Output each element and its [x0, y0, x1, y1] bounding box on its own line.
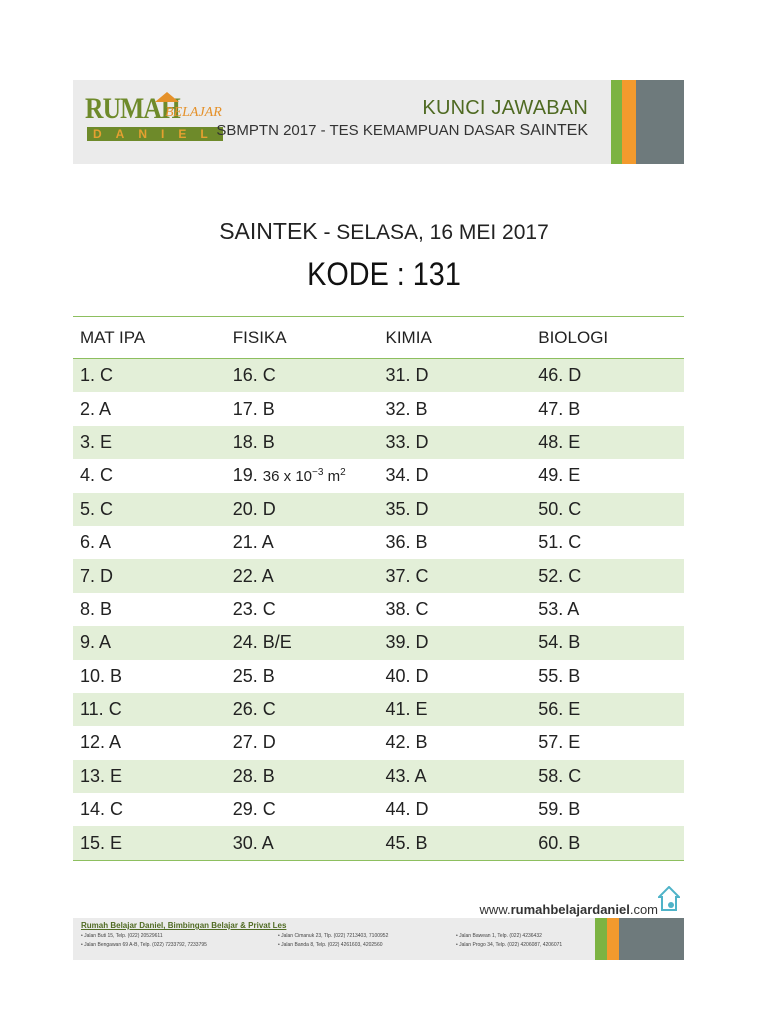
answer-cell: 46. D [538, 365, 582, 386]
footer-address-3: • Jalan Cimanuk 23, Tlp. (022) 7213403, 7100952 [278, 933, 389, 939]
exam-subject: SAINTEK [219, 218, 318, 244]
answer-cell: 32. B [385, 398, 428, 419]
footer-address-4: • Jalan Banda 8, Telp. (022) 4261603, 4202560 [278, 942, 383, 948]
answer-cell: 43. A [385, 765, 427, 786]
answer-cell: 23. C [232, 598, 276, 619]
special-answer-unit-exponent: 2 [340, 467, 346, 479]
answer-cell: 7. D [80, 565, 114, 586]
answer-cell: 58. C [538, 765, 582, 786]
header-banner [73, 80, 684, 164]
answer-cell: 41. E [385, 699, 428, 720]
answer-cell: 6. A [80, 532, 112, 553]
footer-stripe-green [595, 918, 607, 960]
answer-cell: 22. A [232, 565, 274, 586]
table-row [73, 826, 684, 859]
answer-cell: 24. B/E [232, 632, 292, 653]
banner-stripe-green [611, 80, 622, 164]
logo-belajar-text: BELAJAR [165, 105, 222, 120]
answer-cell: 1. C [80, 365, 114, 386]
answer-cell: 10. B [80, 665, 123, 686]
table-row [73, 693, 684, 726]
table-header [73, 317, 684, 359]
table-row [73, 526, 684, 559]
footer-address-6: • Jalan Progo 34, Telp. (022) 4206087, 4206071 [456, 942, 563, 948]
footer-stripe-orange [607, 918, 619, 960]
answer-cell: 51. C [538, 532, 582, 553]
answer-cell: 55. B [538, 665, 581, 686]
exam-heading [0, 218, 768, 245]
answer-cell: 20. D [232, 498, 276, 519]
banner-title: KUNCI JAWABAN [422, 97, 588, 119]
footer-address-5: • Jalan Bawean 1, Telp. (022) 4236432 [456, 933, 542, 939]
banner-subtitle-bold: SAINTEK [519, 122, 588, 139]
table-row [73, 392, 684, 425]
banner-subtitle [216, 122, 588, 140]
answer-cell: 30. A [232, 832, 274, 853]
table-body [73, 359, 684, 860]
table-row [73, 626, 684, 659]
answer-cell: 59. B [538, 799, 581, 820]
logo-rumah-text: RUMAH [85, 92, 180, 125]
column-header: BIOLOGI [538, 327, 609, 347]
table-row [73, 726, 684, 759]
column-header: MAT IPA [80, 327, 146, 347]
special-answer-exponent: −3 [312, 467, 324, 479]
table-row [73, 660, 684, 693]
answer-cell: 38. C [385, 598, 429, 619]
special-answer-base: 36 x 10 [262, 468, 313, 486]
answer-cell [226, 465, 379, 486]
banner-stripe-orange [622, 80, 636, 164]
banner-subtitle-text: SBMPTN 2017 - TES KEMAMPUAN DASAR [216, 122, 516, 139]
website-name: rumahbelajardaniel [510, 902, 630, 917]
logo-daniel-text: DANIEL [87, 127, 223, 141]
special-answer-unit: m [323, 468, 341, 486]
column-header: FISIKA [232, 327, 287, 347]
answer-cell: 56. E [538, 699, 581, 720]
table-row [73, 760, 684, 793]
answer-cell: 16. C [232, 365, 276, 386]
answer-cell: 47. B [538, 398, 581, 419]
table-row [73, 359, 684, 392]
answer-cell: 27. D [232, 732, 276, 753]
answer-cell: 3. E [80, 431, 113, 452]
answer-cell: 9. A [80, 632, 112, 653]
exam-date: - SELASA, 16 MEI 2017 [317, 221, 549, 244]
answer-cell: 40. D [385, 665, 429, 686]
answer-cell: 57. E [538, 732, 581, 753]
exam-code: KODE : 131 [307, 256, 461, 292]
special-answer [263, 468, 346, 485]
website-suffix: .com [629, 902, 658, 917]
answer-cell: 12. A [80, 732, 122, 753]
table-row [73, 793, 684, 826]
answer-cell: 44. D [385, 799, 429, 820]
answer-cell: 36. B [385, 532, 428, 553]
footer-stripe-gray [619, 918, 684, 960]
table-row [73, 493, 684, 526]
answer-cell: 35. D [385, 498, 429, 519]
answer-cell: 45. B [385, 832, 428, 853]
answer-cell: 48. E [538, 431, 581, 452]
answer-cell: 33. D [385, 431, 429, 452]
answer-cell: 17. B [232, 398, 275, 419]
answer-cell: 54. B [538, 632, 581, 653]
answer-cell: 14. C [80, 799, 124, 820]
answer-cell: 21. A [232, 532, 274, 553]
answer-cell: 34. D [385, 465, 429, 486]
answer-cell: 15. E [80, 832, 123, 853]
answer-cell: 49. E [538, 465, 581, 486]
answer-cell: 53. A [538, 598, 580, 619]
answer-cell: 2. A [80, 398, 112, 419]
answer-cell: 31. D [385, 365, 429, 386]
answer-cell: 60. B [538, 832, 581, 853]
answer-cell: 39. D [385, 632, 429, 653]
answer-cell: 13. E [80, 765, 123, 786]
column-header: KIMIA [385, 327, 432, 347]
answer-cell: 5. C [80, 498, 114, 519]
answer-table [73, 316, 684, 861]
answer-cell: 18. B [232, 431, 275, 452]
footer-title: Rumah Belajar Daniel, Bimbingan Belajar & Privat Les [81, 921, 287, 930]
answer-cell: 29. C [232, 799, 276, 820]
table-row [73, 593, 684, 626]
table-row [73, 559, 684, 592]
logo [85, 94, 225, 150]
footer-address-1: • Jalan Buti 15, Telp. (022) 20529611 [81, 933, 163, 939]
answer-cell: 4. C [80, 465, 114, 486]
house-icon [658, 886, 680, 912]
website-prefix: www. [479, 902, 511, 917]
website-link[interactable] [480, 902, 658, 917]
table-row [73, 426, 684, 459]
answer-cell: 52. C [538, 565, 582, 586]
table-row [73, 459, 684, 492]
logo-roof-icon [155, 92, 179, 102]
footer-bar [73, 918, 684, 960]
answer-cell: 26. C [232, 699, 276, 720]
answer-cell: 28. B [232, 765, 275, 786]
answer-cell: 8. B [80, 598, 113, 619]
answer-cell: 42. B [385, 732, 428, 753]
answer-cell: 50. C [538, 498, 582, 519]
answer-cell: 37. C [385, 565, 429, 586]
banner-stripe-gray [636, 80, 684, 164]
footer-address-2: • Jalan Bengawan 69 A-B, Telp. (022) 7233792, 7233795 [81, 942, 207, 948]
answer-cell: 25. B [232, 665, 275, 686]
answer-number: 19. [232, 465, 258, 486]
answer-cell: 11. C [80, 699, 122, 720]
